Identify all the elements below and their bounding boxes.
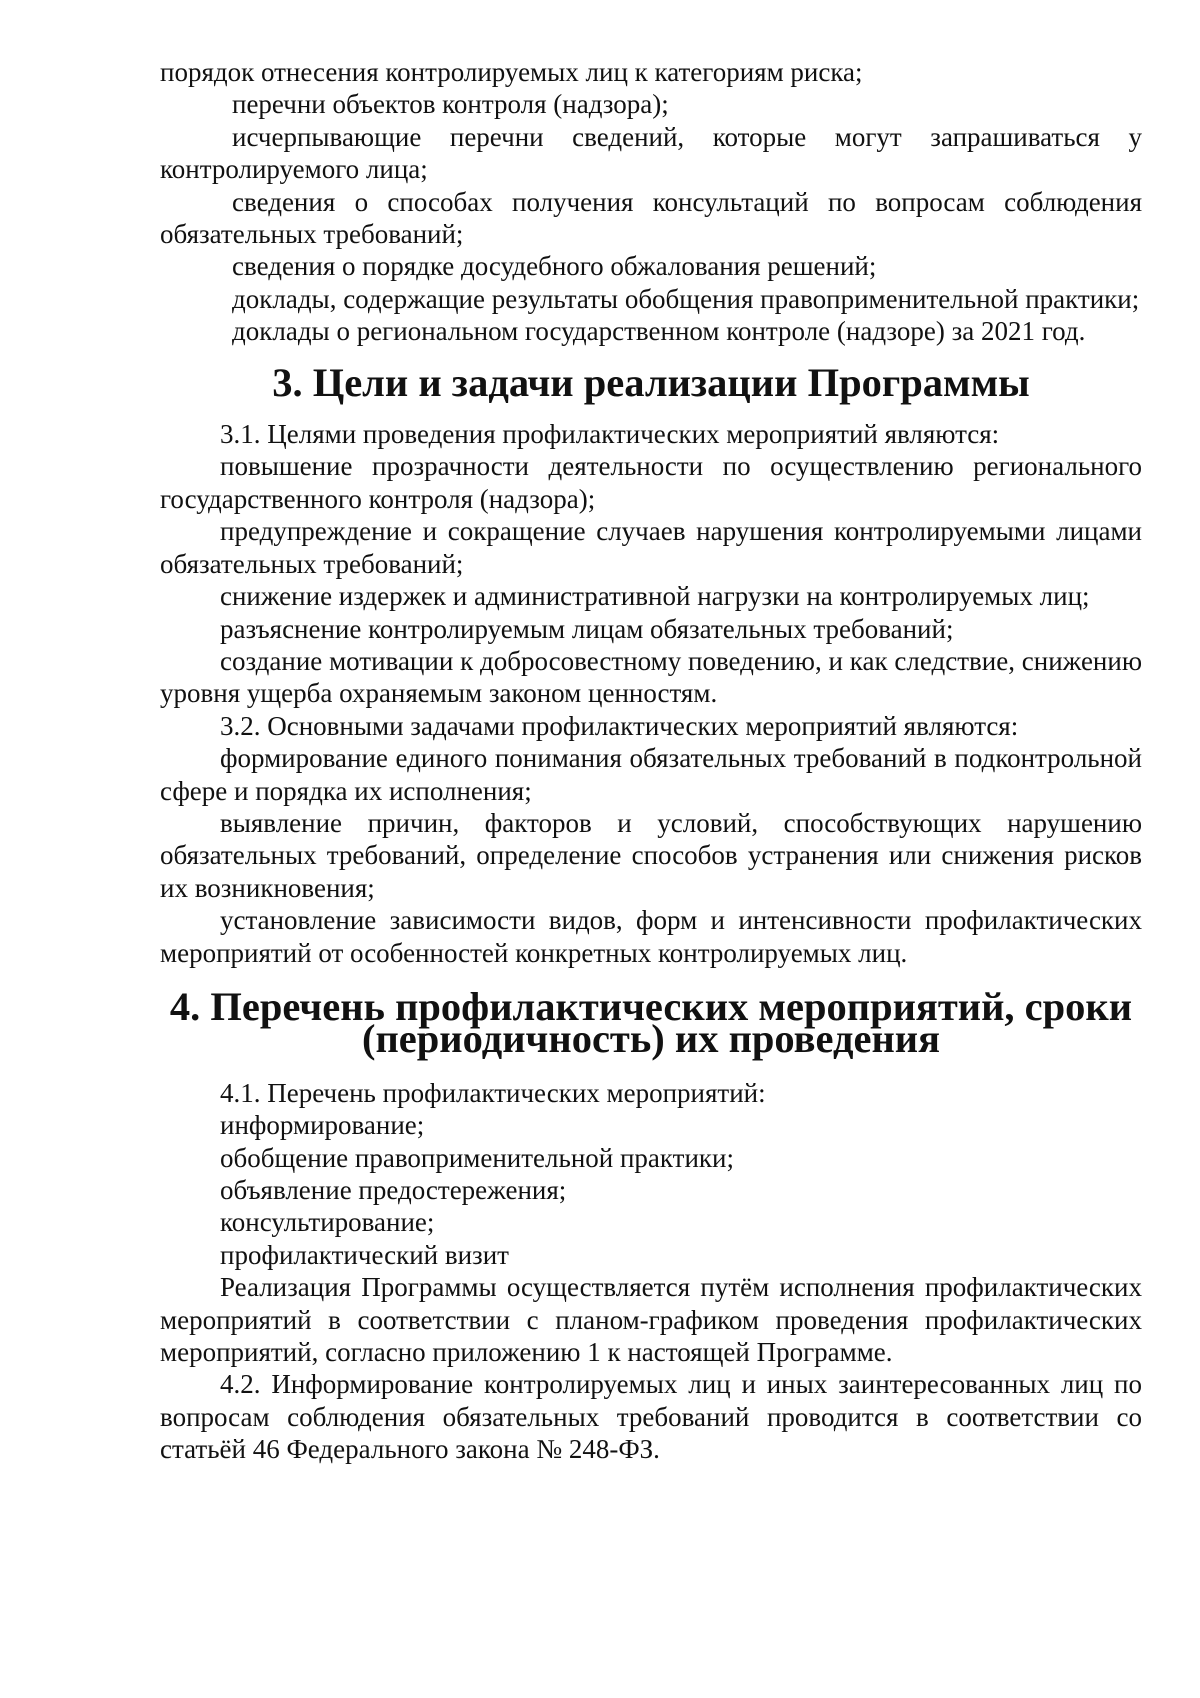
paragraph: профилактический визит [220, 1239, 509, 1270]
paragraph: формирование единого понимания обязательных требований в подконтрольной сфере и порядка их исполнения; [160, 743, 1142, 806]
paragraph: доклады, содержащие результаты обобщения правоприменительной практики; [232, 283, 1140, 314]
paragraph: обобщение правоприменительной практики; [220, 1142, 734, 1173]
paragraph: снижение издержек и административной нагрузки на контролируемых лиц; [220, 581, 1090, 612]
paragraph: установление зависимости видов, форм и интенсивности профилактических мероприятий от особенностей конкретных контролируемых лиц. [160, 905, 1142, 968]
section-4-body [160, 1077, 1142, 1466]
paragraph: перечни объектов контроля (надзора); [232, 89, 669, 120]
paragraph: разъяснение контролируемым лицам обязательных требований; [220, 613, 954, 644]
paragraph: Реализация Программы осуществляется путём исполнения профилактических мероприятий в соответствии с планом-графиком проведения профилактических мероприятий, согласно приложению 1 к настоящей Программе. [160, 1272, 1142, 1368]
section-3-heading: 3. Цели и задачи реализации Программы [272, 359, 1030, 405]
paragraph: информирование; [220, 1110, 425, 1141]
paragraph: 3.2. Основными задачами профилактических мероприятий являются: [220, 710, 1019, 741]
paragraph: объявление предостережения; [220, 1175, 567, 1205]
paragraph: создание мотивации к добросовестному поведению, и как следствие, снижению уровня ущерба охраняемым законом ценностям. [160, 645, 1142, 709]
section-4-heading: 4. Перечень профилактических мероприятий, сроки (периодичность) их проведения [169, 983, 1133, 1062]
paragraph: 4.2. Информирование контролируемых лиц и иных заинтересованных лиц по вопросам соблюдения обязательных требований проводится в соответствии со статьёй 46 Федерального закона № 248-ФЗ. [160, 1369, 1142, 1465]
paragraph: сведения о порядке досудебного обжалования решений; [232, 251, 877, 282]
paragraph: доклады о региональном государственном контроле (надзоре) за 2021 год. [232, 316, 1086, 347]
paragraph: консультирование; [220, 1207, 435, 1238]
paragraph: 3.1. Целями проведения профилактических мероприятий являются: [220, 419, 1000, 450]
document-body [160, 56, 1142, 1466]
paragraph: исчерпывающие перечни сведений, которые могут запрашиваться у контролируемого лица; [160, 121, 1142, 185]
paragraph: сведения о способах получения консультаций по вопросам соблюдения обязательных требований; [160, 186, 1142, 250]
paragraph: предупреждение и сокращение случаев нарушения контролируемыми лицами обязательных требований; [160, 516, 1142, 579]
paragraph: выявление причин, факторов и условий, способствующих нарушению обязательных требований, определение способов устранения или снижения рисков их возникновения; [160, 807, 1142, 903]
section-3-body [160, 418, 1142, 969]
paragraph: порядок отнесения контролируемых лиц к категориям риска; [160, 57, 863, 87]
paragraph: 4.1. Перечень профилактических мероприятий: [220, 1077, 766, 1108]
section-2-tail [160, 56, 1142, 348]
paragraph: повышение прозрачности деятельности по осуществлению регионального государственного контроля (надзора); [160, 451, 1142, 514]
